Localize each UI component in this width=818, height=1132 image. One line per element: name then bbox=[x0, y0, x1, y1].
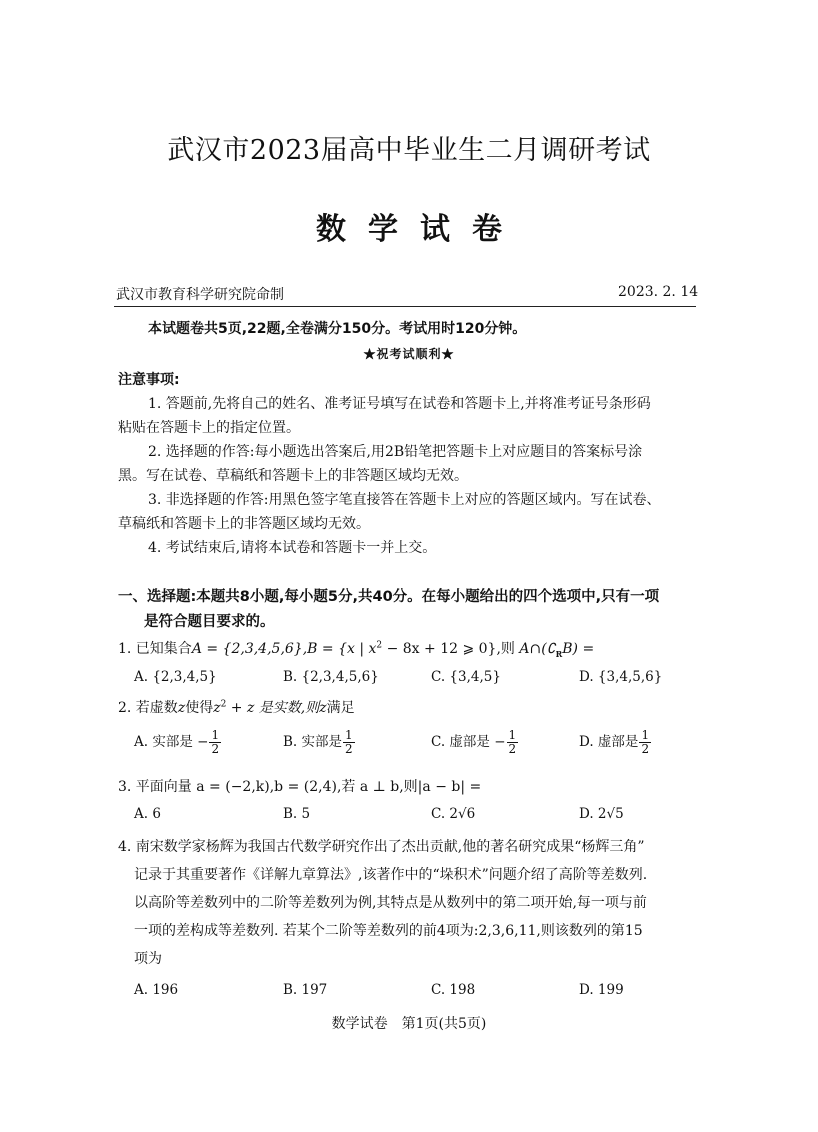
q1-option-a: A. {2,3,4,5} bbox=[134, 669, 217, 685]
q2-mid: 使得 bbox=[185, 700, 214, 716]
page-footer: 数学试卷 第1页(共5页) bbox=[331, 1016, 487, 1032]
fraction bbox=[343, 729, 355, 756]
option-label: A. 实部是 − bbox=[134, 734, 209, 751]
q3-option-d: D. 2√5 bbox=[579, 806, 624, 822]
numerator: 1 bbox=[641, 728, 650, 742]
numerator: 1 bbox=[508, 728, 517, 742]
question-4-line: 记录于其重要著作《详解九章算法》,该著作中的“垛积术”问题介绍了高阶等差数列. bbox=[134, 867, 648, 883]
issuer: 武汉市教育科学研究院命制 bbox=[116, 287, 284, 303]
q3-option-a: A. 6 bbox=[134, 806, 161, 822]
note-line: 1. 答题前,先将自己的姓名、准考证号填写在试卷和答题卡上,并将准考证号条形码 bbox=[148, 396, 651, 412]
q4-option-a: A. 196 bbox=[134, 982, 179, 998]
q1-set-a: A = {2,3,4,5,6} bbox=[191, 641, 303, 657]
q3-option-b: B. 5 bbox=[283, 806, 311, 822]
header-divider bbox=[114, 306, 696, 307]
q2-option-b bbox=[283, 729, 356, 756]
option-label: C. 虚部是 − bbox=[431, 734, 506, 751]
option-label: D. 虚部是 bbox=[579, 734, 639, 751]
note-line: 黑。写在试卷、草稿纸和答题卡上的非答题区域均无效。 bbox=[118, 468, 468, 484]
q1-option-d: D. {3,4,5,6} bbox=[579, 669, 663, 685]
note-line: 3. 非选择题的作答:用黑色签字笔直接答在答题卡上对应的答题区域内。写在试卷、 bbox=[148, 492, 661, 508]
note-line: 草稿纸和答题卡上的非答题区域均无效。 bbox=[118, 516, 370, 532]
note-line: 2. 选择题的作答:每小题选出答案后,用2B铅笔把答题卡上对应题目的答案标号涂 bbox=[148, 444, 643, 460]
question-3: 3. 平面向量 a = (−2,k),b = (2,4),若 a ⊥ b,则|a − b| = bbox=[118, 779, 482, 795]
section-heading: 一、选择题:本题共8小题,每小题5分,共40分。在每小题给出的四个选项中,只有一项 bbox=[118, 589, 660, 605]
q1-expr-end: B) = bbox=[562, 641, 595, 657]
notes-heading: 注意事项: bbox=[118, 372, 180, 388]
exam-date: 2023. 2. 14 bbox=[618, 284, 699, 300]
q1-prefix: 1. 已知集合 bbox=[118, 641, 192, 657]
section-heading-cont: 是符合题目要求的。 bbox=[144, 614, 275, 630]
note-line: 粘贴在答题卡上的指定位置。 bbox=[118, 420, 300, 436]
denominator: 2 bbox=[641, 742, 650, 757]
question-1 bbox=[118, 638, 594, 659]
exam-intro: 本试题卷共5页,22题,全卷满分150分。考试用时120分钟。 bbox=[148, 321, 527, 337]
fraction bbox=[507, 729, 519, 756]
q1-option-c: C. {3,4,5} bbox=[431, 669, 501, 685]
q2-var: z bbox=[177, 700, 186, 716]
fraction bbox=[639, 729, 651, 756]
q1-set-b-end: − 8x + 12 ⩾ 0},则 bbox=[382, 641, 515, 657]
numerator: 1 bbox=[345, 728, 353, 742]
q3-option-c: C. 2√6 bbox=[431, 806, 476, 822]
denominator: 2 bbox=[508, 742, 517, 757]
q2-start: 2. 若虚数 bbox=[118, 700, 178, 716]
denominator: 2 bbox=[345, 742, 353, 757]
q2-option-a bbox=[134, 729, 222, 756]
q4-option-c: C. 198 bbox=[431, 982, 476, 998]
q2-option-c bbox=[431, 729, 519, 756]
q2-var: z bbox=[213, 700, 221, 716]
q4-option-b: B. 197 bbox=[283, 982, 328, 998]
q4-option-d: D. 199 bbox=[579, 982, 624, 998]
exam-title: 武汉市2023届高中毕业生二月调研考试 bbox=[167, 135, 651, 166]
fraction bbox=[209, 729, 221, 756]
q1-expr: A∩(∁ bbox=[514, 641, 556, 657]
q2-option-d bbox=[579, 729, 652, 756]
q1-subscript: R bbox=[555, 648, 563, 659]
q1-exponent: 2 bbox=[376, 640, 383, 651]
note-line: 4. 考试结束后,请将本试卷和答题卡一并上交。 bbox=[148, 540, 437, 556]
question-4-line: 项为 bbox=[134, 951, 162, 967]
question-4-line: 以高阶等差数列中的二阶等差数列为例,其特点是从数列中的第二项开始,每一项与前 bbox=[134, 895, 647, 911]
question-2 bbox=[118, 697, 355, 717]
good-luck-banner: ★祝考试顺利★ bbox=[363, 347, 455, 361]
denominator: 2 bbox=[211, 742, 220, 757]
question-4-line: 4. 南宋数学家杨辉为我国古代数学研究作出了杰出贡献,他的著名研究成果“杨辉三角” bbox=[118, 839, 645, 855]
question-4-line: 一项的差构成等差数列. 若某个二阶等差数列的前4项为:2,3,6,11,则该数列的第15 bbox=[134, 923, 643, 939]
q2-var: z bbox=[319, 700, 327, 716]
q2-expr: + z 是实数,则 bbox=[226, 700, 320, 716]
q1-option-b: B. {2,3,4,5,6} bbox=[283, 669, 379, 685]
exam-subtitle: 数学试卷 bbox=[316, 212, 524, 247]
option-label: B. 实部是 bbox=[283, 734, 343, 751]
q2-end: 满足 bbox=[326, 700, 355, 716]
q1-set-b: ,B = {x | x bbox=[302, 641, 377, 657]
numerator: 1 bbox=[211, 728, 220, 742]
q2-exponent: 2 bbox=[220, 699, 227, 710]
